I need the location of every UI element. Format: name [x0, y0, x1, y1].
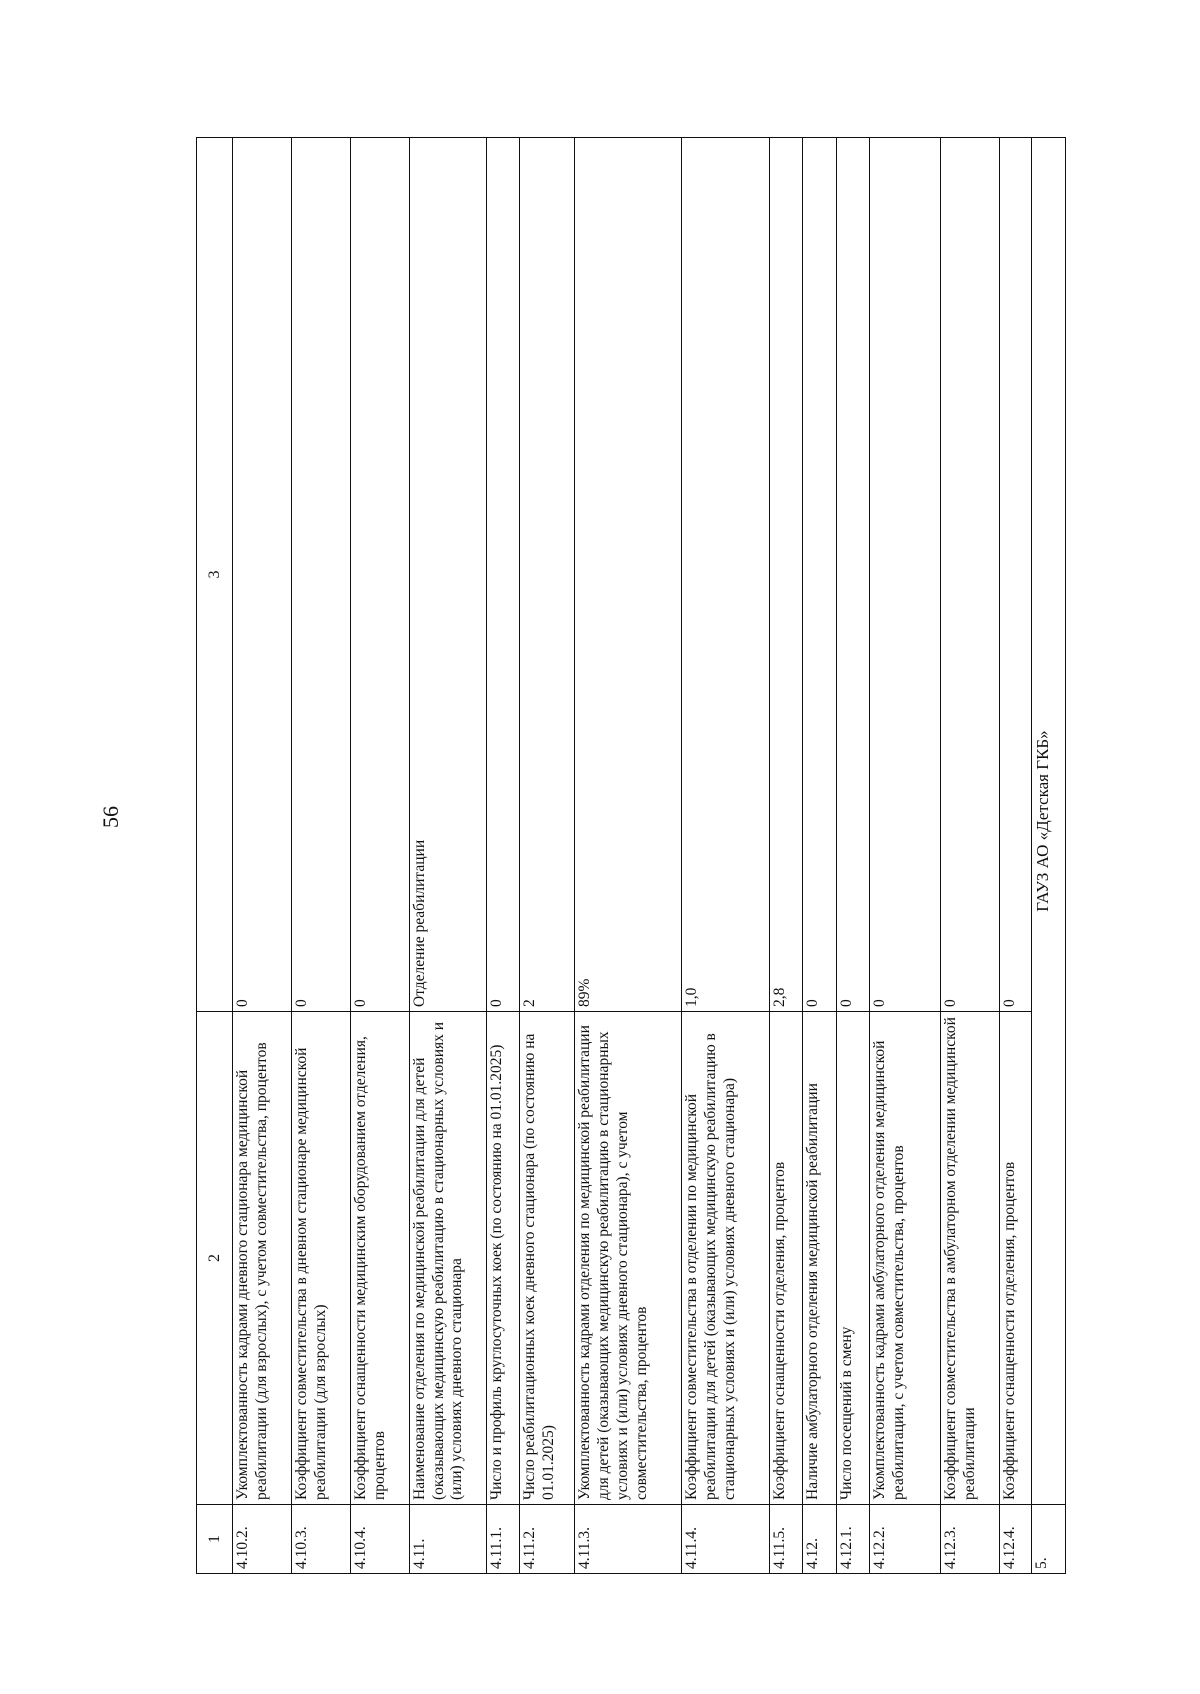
table-row: [409, 138, 486, 1574]
row-label: Коэффициент оснащенности отделения, процентов: [999, 1012, 1031, 1505]
table-row: [940, 138, 999, 1574]
row-number: 4.12.3.: [940, 1505, 999, 1574]
row-value: 2: [519, 138, 575, 1012]
row-label: Укомплектованность кадрами амбулаторного отделения медицинской реабилитации, с учетом совместительства, процентов: [870, 1012, 941, 1505]
row-label: Число посещений в смену: [837, 1012, 870, 1505]
row-label: Коэффициент оснащенности отделения, процентов: [769, 1012, 802, 1505]
header-col-3: 3: [197, 138, 233, 1012]
rotated-table-wrapper: [196, 138, 1066, 1574]
table-row: [519, 138, 575, 1574]
row-number: 4.12.: [802, 1505, 836, 1574]
row-value: 0: [870, 138, 941, 1012]
row-number: 4.11.: [409, 1505, 486, 1574]
row-label: Укомплектованность кадрами дневного стационара медицинской реабилитации (для взрослых), с учетом совместительства, процентов: [233, 1012, 292, 1505]
row-label: Коэффициент совместительства в дневном стационаре медицинской реабилитации (для взрослых): [292, 1012, 351, 1505]
section-number: 5.: [1031, 1505, 1065, 1574]
row-label: Число и профиль круглосуточных коек (по состоянию на 01.01.2025): [486, 1012, 519, 1505]
table-row: [682, 138, 770, 1574]
row-value: Отделение реабилитации: [409, 138, 486, 1012]
row-label: Укомплектованность кадрами отделения по медицинской реабилитации для детей (оказывающих медицинскую реабилитацию в стационарных условиях и (или) условиях дневного стационара), с учетом совместительства, процентов: [575, 1012, 682, 1505]
table-row: [870, 138, 941, 1574]
table-row: [769, 138, 802, 1574]
row-value: 0: [486, 138, 519, 1012]
row-value: 2,8: [769, 138, 802, 1012]
row-number: 4.12.1.: [837, 1505, 870, 1574]
row-number: 4.10.3.: [292, 1505, 351, 1574]
row-value: 0: [233, 138, 292, 1012]
table-row: [350, 138, 409, 1574]
row-number: 4.10.4.: [350, 1505, 409, 1574]
row-label: Коэффициент оснащенности медицинским оборудованием отделения, процентов: [350, 1012, 409, 1505]
row-number: 4.12.4.: [999, 1505, 1031, 1574]
section-title: ГАУЗ АО «Детская ГКБ»: [1031, 138, 1065, 1505]
table-row: [233, 138, 292, 1574]
table-row: [837, 138, 870, 1574]
row-value: 0: [999, 138, 1031, 1012]
header-col-2: 2: [197, 1012, 233, 1505]
row-number: 4.11.3.: [575, 1505, 682, 1574]
row-label: Наличие амбулаторного отделения медицинской реабилитации: [802, 1012, 836, 1505]
row-number: 4.11.4.: [682, 1505, 770, 1574]
header-col-1: 1: [197, 1505, 233, 1574]
row-label: Число реабилитационных коек дневного стационара (по состоянию на 01.01.2025): [519, 1012, 575, 1505]
section-row: [1031, 138, 1065, 1574]
row-value: 0: [940, 138, 999, 1012]
row-number: 4.11.5.: [769, 1505, 802, 1574]
row-number: 4.11.1.: [486, 1505, 519, 1574]
row-value: 0: [837, 138, 870, 1012]
row-label: Коэффициент совместительства в амбулаторном отделении медицинской реабилитации: [940, 1012, 999, 1505]
row-label: Коэффициент совместительства в отделении по медицинской реабилитации для детей (оказывающих медицинскую реабилитацию в стационарных условиях и (или) условиях дневного стационара): [682, 1012, 770, 1505]
page-number: 56: [98, 806, 123, 828]
table-row: [575, 138, 682, 1574]
row-value: 89%: [575, 138, 682, 1012]
header-row: [197, 138, 233, 1574]
row-label: Наименование отделения по медицинской реабилитации для детей (оказывающих медицинскую реабилитацию в стационарных условиях и (или) условиях дневного стационара: [409, 1012, 486, 1505]
table-row: [999, 138, 1031, 1574]
row-number: 4.10.2.: [233, 1505, 292, 1574]
row-value: 0: [802, 138, 836, 1012]
row-value: 0: [350, 138, 409, 1012]
row-value: 0: [292, 138, 351, 1012]
table-row: [802, 138, 836, 1574]
row-number: 4.12.2.: [870, 1505, 941, 1574]
row-value: 1,0: [682, 138, 770, 1012]
table-row: [486, 138, 519, 1574]
row-number: 4.11.2.: [519, 1505, 575, 1574]
table-row: [292, 138, 351, 1574]
indicators-table: [196, 137, 1066, 1574]
